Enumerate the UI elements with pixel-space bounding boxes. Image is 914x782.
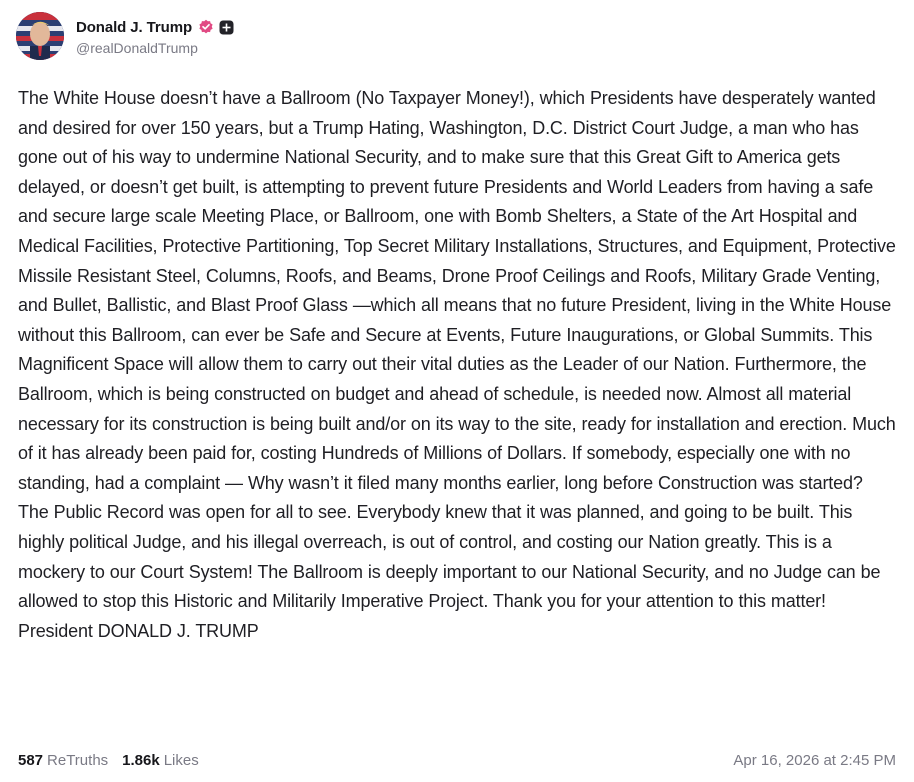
retruths-label: ReTruths xyxy=(47,751,109,769)
handle[interactable]: @realDonaldTrump xyxy=(76,40,198,56)
subscriber-plus-icon xyxy=(219,20,234,35)
retruths-stat[interactable] xyxy=(18,752,108,769)
display-name[interactable]: Donald J. Trump xyxy=(76,18,193,36)
post-body: The White House doesn’t have a Ballroom (No Taxpayer Money!), which Presidents have desperately wanted and desired for over 150 years, but a Trump Hating, Washington, D.C. District Court Judge, a man who has gone out of his way to undermine National Security, and to make sure that this Great Gift to America gets delayed, or doesn’t get built, is attempting to prevent future Presidents and World Leaders from having a safe and secure large scale Meeting Place, or Ballroom, one with Bomb Shelters, a State of the Art Hospital and Medical Facilities, Protective Partitioning, Top Secret Military Installations, Structures, and Equipment, Protective Missile Resistant Steel, Columns, Roofs, and Beams, Drone Proof Ceilings and Roofs, Military Grade Venting, and Bullet, Ballistic, and Blast Proof Glass —which all means that no future President, living in the White House without this Ballroom, can ever be Safe and Secure at Events, Future Inaugurations, or Global Summits. This Magnificent Space will allow them to carry out their vital duties as the Leader of our Nation. Furthermore, the Ballroom, which is being constructed on budget and ahead of schedule, is needed now. Almost all material necessary for its construction is being built and/or on its way to the site, ready for installation and erection. Much of it has already been paid for, costing Hundreds of Millions of Dollars. If somebody, especially one with no standing, had a complaint — Why wasn’t it filed many months earlier, long before Construction was started? The Public Record was open for all to see. Everybody knew that it was planned, and going to be built. This highly political Judge, and his illegal overreach, is out of control, and costing our Nation greatly. This is a mockery to our Court System! The Ballroom is deeply important to our National Security, and no Judge can be allowed to stop this Historic and Militarily Imperative Project. Thank you for your attention to this matter! President DONALD J. TRUMP xyxy=(18,88,896,641)
post-header xyxy=(16,12,234,60)
verified-badge-icon xyxy=(198,19,214,35)
author-info xyxy=(76,16,234,56)
likes-stat[interactable] xyxy=(122,752,199,769)
likes-label: Likes xyxy=(163,751,199,769)
profile-photo-icon xyxy=(16,12,64,60)
avatar[interactable] xyxy=(16,12,64,60)
retruths-count: 587 xyxy=(18,751,44,769)
name-row xyxy=(76,16,234,38)
post-timestamp[interactable]: Apr 16, 2026 at 2:45 PM xyxy=(733,751,896,769)
likes-count: 1.86k xyxy=(122,751,160,769)
post-footer xyxy=(18,748,896,772)
